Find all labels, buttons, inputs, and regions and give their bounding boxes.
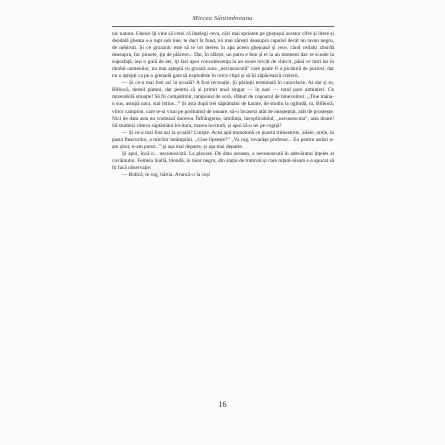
paragraph: — Și ce-a mai fost azi la școală? A fost recreație. Și părinții terminată în cancelarie. Ai dat și tu, Bilbocă, destul pumni, dar pentru că ai primit unul singur — în nas! — totul pare alminteri. Ce mizerabilă situație! Să fii compătimit, tamponat de soră, sfătuit de copoarul de binevoitori: „Tine mâna-n sus, astupă nara, stai întins...” Și asta după trei săptămâni de karate, de studiu la oglindă, tu, Bilbocă, viitor campion, care te-si visai pe podiumul de onoare, să-o încasezi atât de neașteptat, atât de prostește. Nici de data asta nu contează durerea. Înfrângerea, umilința, inexplicabilul, „necunoscuta”, asta doare! Să studiezi câteva săptămâni lovitura, marea lovitură, și apoi să-o iei pe cogiță! — [112, 80, 334, 129]
body-text — [112, 31, 334, 179]
header-rule — [112, 26, 334, 27]
paragraph: nic natura. Uneori îți vine să crezi că înțelegi ceva, căci mai sprinten pe gheţușul acestor cifre și litere și deodată gheața s-a rupt sub tine, te duci la fund, nu mai zărești deasupra capului decât un tavan negru, de nebiruit. Și ce groaznic este să te tot mereu în apa aceea ghețoasă și rece, când ceilalți zburdă deasupra, fac piruete, țip de plăcere... Dar, în sfârșit, un patru e bun și el la un moment dat: te scoate la suprafață, ieși o gură de aer, iți faci apoi convalescența la un soare oricât de chircit, până ce intri iar în rândul oamenilor, nu mai așteptă cu groază acea „necunoscută” care poate fi o picătură de puricei, dar nu o aștepți ca pe o grenadă gata să explodeze în orice clipă și să îți zăpăcească creierii. — [112, 31, 334, 80]
paragraph: Și apoi, încă o... necunoscută. La plecare. De data aceasta, o necunoscută în adevăratul înțeles al cuvântului. Femeia înaltă, blondă, în taior negru, din stația de tramvai și care nițam-nisam s-a apucat să îți facă observație: — [112, 150, 334, 171]
running-header: Mircea Sântimbreanu — [192, 15, 253, 22]
paragraph: — Ridică, te rog, hârtia. Aruncă-o la coș! — [122, 171, 211, 178]
page-number: 16 — [218, 400, 227, 409]
paragraph: — Și ce-a mai fost azi la școală? Liniște. Acea apă monotonă ce poartă trimestrele, zilele, orele, în pasta fleacurilor, a micilor întâmplări. „Cine lipsește?” „Va rog, tovarășe profesor... Eu pentru astăzi n-am știut, n-am putut...” și așa mai departe, și așa mai departe. — [112, 129, 334, 150]
